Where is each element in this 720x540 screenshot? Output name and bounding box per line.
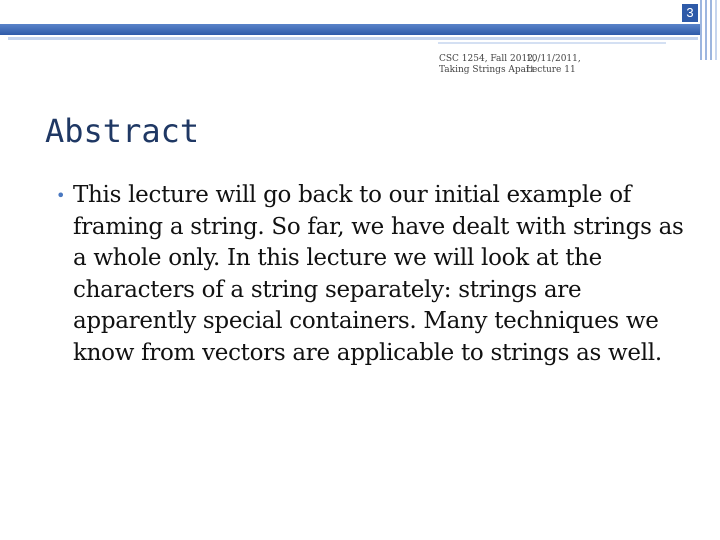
slide-title: Abstract: [45, 112, 200, 150]
bullet-marker: •: [56, 186, 66, 205]
lecture-number-line: Lecture 11: [526, 65, 576, 75]
decorative-vertical-line: [705, 0, 707, 60]
header-accent-line-short: [438, 42, 666, 44]
bullet-list: [58, 180, 698, 369]
lecture-date-line: 10/11/2011,: [526, 54, 581, 64]
bullet-item: [58, 180, 698, 369]
decorative-vertical-line: [710, 0, 712, 60]
bullet-text: This lecture will go back to our initial example of framing a string. So far, we have dealt with strings as a whole only. In this lecture we will look at the characters of a string separately: strings are apparently special containers. Many techniques we know from vectors are applicable to strings as well.: [73, 182, 684, 366]
header-bar: [0, 24, 700, 35]
decorative-vertical-line: [700, 0, 702, 60]
decorative-vertical-line: [715, 0, 717, 60]
slide-number: 3: [682, 4, 698, 22]
lecture-date-info: [526, 54, 581, 76]
course-info-line: Taking Strings Apart: [439, 65, 534, 75]
course-info-line: CSC 1254, Fall 2012,: [439, 54, 536, 64]
course-info: [439, 54, 536, 76]
header-accent-line: [8, 37, 698, 40]
